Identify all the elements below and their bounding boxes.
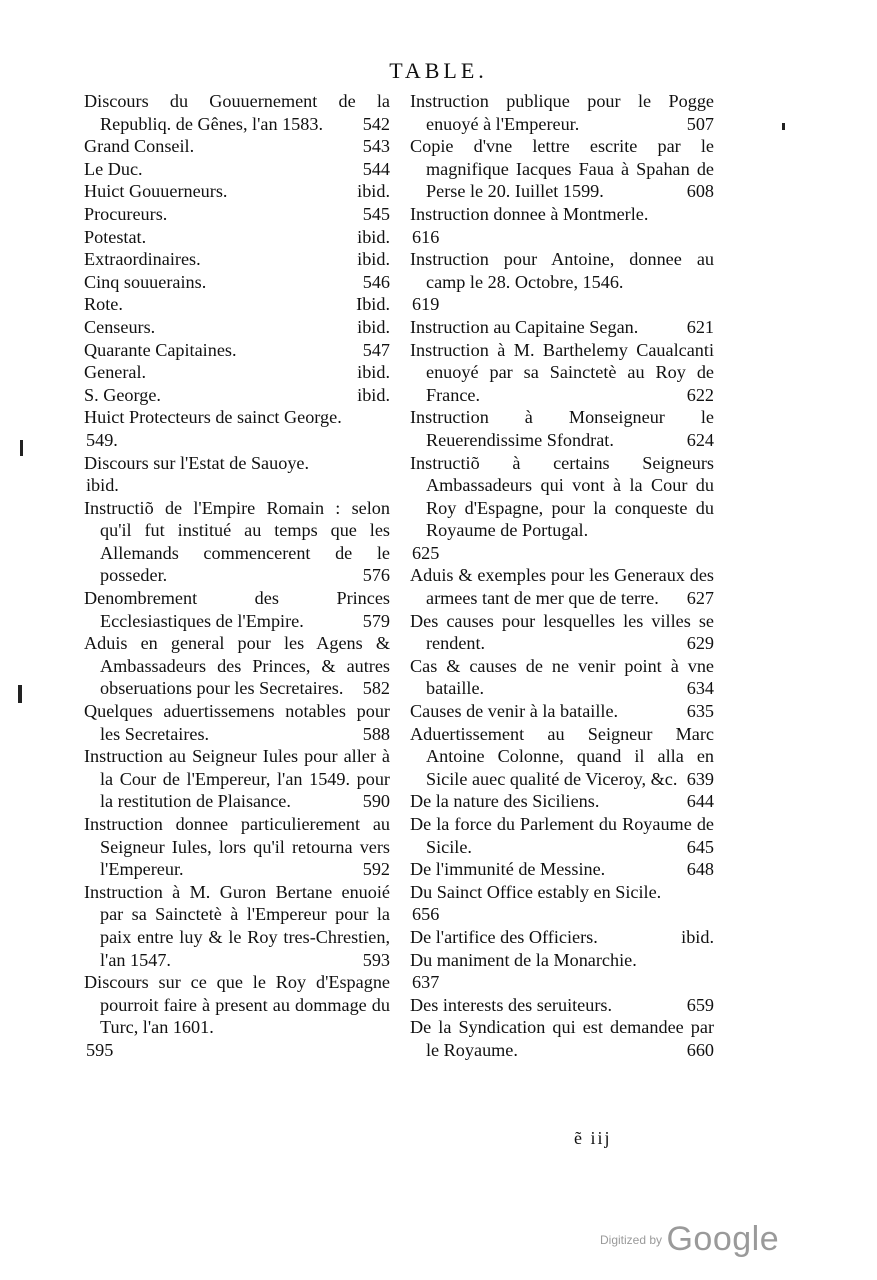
index-entry [410,248,714,316]
entry-page-number: ibid. [357,316,390,337]
index-entry [410,316,714,339]
entry-page-number: 648 [686,859,714,880]
entry-title: Du maniment de la Monarchie. [410,949,637,970]
entry-page-number: 634 [686,678,714,699]
entry-page-number: 543 [362,136,390,157]
index-entry [84,226,390,249]
entry-title: General. [84,362,147,383]
entry-page-number: 656 [412,904,440,925]
entry-title: De la nature des Siciliens. [410,791,600,812]
index-entry [410,790,714,813]
entry-title: Copie d'vne lettre escrite par le magnifique Iacques Faua à Spahan de Perse le 20. Iuillet 1599. [410,136,714,202]
index-column-right [410,90,714,1062]
entry-page-number: 547 [362,339,390,360]
index-entry [410,926,714,949]
entry-page-number: 625 [412,542,440,563]
entry-page-number: 635 [686,701,714,722]
entry-title: De la force du Parlement du Royaume de Sicile. [410,814,714,857]
page-title: TABLE. [389,58,488,83]
index-entry [84,158,390,181]
google-logo: Google [666,1220,780,1258]
index-entry [410,203,714,248]
entry-page-number: 544 [362,158,390,179]
entry-page-number: ibid. [357,362,390,383]
entry-page-number: 595 [86,1039,114,1060]
entry-title: De l'immunité de Messine. [410,859,606,880]
watermark-prefix: Digitized by [600,1233,663,1247]
entry-title: Instruction donnee particulierement au Seigneur Iules, lors qu'il retourna vers l'Empereur. [84,814,390,880]
entry-page-number: 588 [362,723,390,744]
index-entry [84,316,390,339]
index-entry [410,813,714,858]
entry-title: Instruction au Capitaine Segan. [410,316,639,337]
index-entry [410,949,714,994]
entry-title: Discours sur l'Estat de Sauoye. [84,452,310,473]
index-entry [84,632,390,700]
index-entry [84,881,390,971]
entry-page-number: 644 [686,791,714,812]
entry-title: Aduis en general pour les Agens & Ambassadeurs des Princes, & autres obseruations pour les Secretaires. [84,633,390,699]
index-entry [410,135,714,203]
entry-page-number: 659 [686,994,714,1015]
index-entry [410,994,714,1017]
entry-page-number: ibid. [357,181,390,202]
entry-title: Cinq souuerains. [84,271,207,292]
entry-title: Instruction à Monseigneur le Reuerendissime Sfondrat. [410,407,714,450]
entry-page-number: Ibid. [356,294,390,315]
entry-page-number: 590 [362,791,390,812]
entry-title: Instruction donnee à Montmerle. [410,203,649,224]
entry-title: Instruction pour Antoine, donnee au camp le 28. Octobre, 1546. [410,249,714,292]
entry-page-number: 593 [362,949,390,970]
entry-page-number: 622 [686,384,714,405]
entry-title: Extraordinaires. [84,249,201,270]
index-entry [84,497,390,587]
entry-title: Denombrement des Princes Ecclesiastiques de l'Empire. [84,588,390,631]
entry-page-number: 582 [362,678,390,699]
entry-title: Huict Protecteurs de sainct George. [84,407,342,428]
scan-speck [20,440,23,456]
entry-page-number: ibid. [357,226,390,247]
entry-page-number: ibid. [357,249,390,270]
entry-page-number: 546 [362,271,390,292]
entry-title: Quelques aduertissemens notables pour les Secretaires. [84,701,390,744]
index-entry [410,90,714,135]
index-entry [84,452,390,497]
entry-page-number: ibid. [357,384,390,405]
index-entry [410,339,714,407]
index-entry [84,203,390,226]
entry-title: Huict Gouuerneurs. [84,181,228,202]
entry-page-number: 542 [362,113,390,134]
scan-speck [18,685,22,703]
entry-page-number: 639 [686,768,714,789]
index-entry [84,135,390,158]
entry-title: Cas & causes de ne venir point à vne bataille. [410,655,714,699]
index-entry [410,655,714,700]
entry-page-number: 549. [86,429,118,450]
entry-page-number: 592 [362,859,390,880]
entry-title: S. George. [84,384,161,405]
signature-mark: ẽ iij [574,1128,612,1148]
entry-title: Instruction au Seigneur Iules pour aller à la Cour de l'Empereur, l'an 1549. pour la restitution de Plaisance. [84,746,390,812]
entry-title: Causes de venir à la bataille. [410,701,619,722]
entry-title: Le Duc. [84,158,143,179]
entry-title: Discours sur ce que le Roy d'Espagne pourroit faire à present au dommage du Turc, l'an 1601. [84,972,390,1038]
entry-title: Du Sainct Office estably en Sicile. [410,881,662,902]
entry-page-number: 624 [686,429,714,450]
index-entry [410,858,714,881]
index-entry [410,610,714,655]
index-entry [84,700,390,745]
entry-page-number: 629 [686,633,714,654]
entry-page-number: 637 [412,972,440,993]
digitized-watermark [600,1220,779,1259]
entry-title: Instructiõ à certains Seigneurs Ambassadeurs qui vont à la Cour du Roy d'Espagne, pour la conqueste du Royaume de Portugal. [410,452,714,541]
index-entry [84,271,390,294]
entry-page-number: 608 [686,181,714,202]
entry-page-number: 545 [362,203,390,224]
entry-title: Instruction à M. Barthelemy Caualcanti enuoyé par sa Sainctetè au Roy de France. [410,339,714,405]
entry-title: Censeurs. [84,316,156,337]
scan-speck [782,123,785,130]
entry-title: De la Syndication qui est demandee par le Royaume. [410,1017,714,1060]
index-entry [410,881,714,926]
entry-title: Aduertissement au Seigneur Marc Antoine Colonne, quand il alla en Sicile auec qualité de Viceroy, &c. [410,723,714,789]
index-entry [410,723,714,791]
entry-title: Instructiõ de l'Empire Romain : selon qu'il fut institué au temps que les Allemands commencerent de le posseder. [84,497,390,586]
index-entry [84,406,390,451]
index-column-left [84,90,390,1062]
index-entry [84,971,390,1061]
entry-page-number: 660 [686,1039,714,1060]
index-entry [84,361,390,384]
entry-title: Rote. [84,294,123,315]
index-entry [410,1016,714,1061]
index-entry [410,452,714,565]
index-entry [410,700,714,723]
index-entry [84,384,390,407]
index-entry [84,339,390,362]
index-entry [84,813,390,881]
entry-page-number: 616 [412,226,440,247]
entry-page-number: ibid. [86,475,119,496]
entry-title: De l'artifice des Officiers. [410,926,598,947]
entry-title: Procureurs. [84,203,168,224]
entry-page-number: 576 [362,565,390,586]
entry-page-number: 507 [686,113,714,134]
entry-page-number: 579 [362,610,390,631]
index-entry [84,180,390,203]
index-entry [84,90,390,135]
entry-title: Des interests des seruiteurs. [410,994,613,1015]
entry-page-number: 621 [686,316,714,337]
index-entry [410,406,714,451]
entry-page-number: 645 [686,836,714,857]
entry-title: Potestat. [84,226,147,247]
index-entry [410,564,714,609]
index-entry [84,745,390,813]
entry-title: Aduis & exemples pour les Generaux des armees tant de mer que de terre. [410,565,714,609]
entry-title: Instruction à M. Guron Bertane enuoié par sa Sainctetè à l'Empereur pour la paix entre luy & le Roy tres-Chrestien, l'an 1547. [84,881,390,970]
entry-page-number: 627 [686,588,714,609]
entry-title: Des causes pour lesquelles les villes se rendent. [410,610,714,654]
entry-title: Instruction publique pour le Pogge enuoyé à l'Empereur. [410,91,714,134]
index-entry [84,248,390,271]
entry-title: Quarante Capitaines. [84,339,237,360]
index-entry [84,587,390,632]
entry-title: Discours du Gouuernement de la Republiq. de Gênes, l'an 1583. [84,91,390,134]
entry-title: Grand Conseil. [84,136,195,157]
entry-page-number: ibid. [681,926,714,947]
entry-page-number: 619 [412,294,440,315]
index-entry [84,293,390,316]
